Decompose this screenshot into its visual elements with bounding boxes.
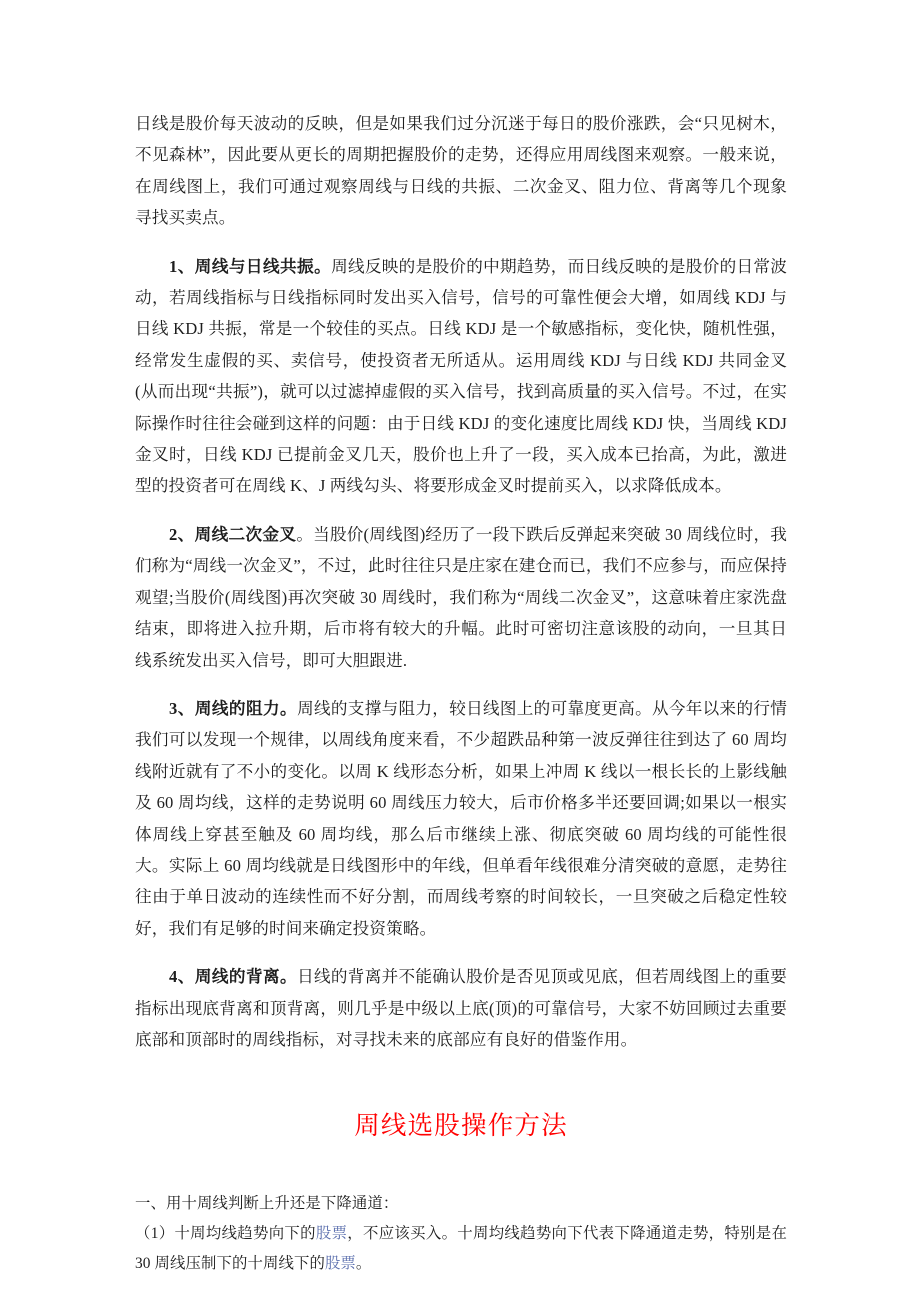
tail-section [135,1189,787,1278]
red-section-title: 周线选股操作方法 [354,1111,568,1141]
tail-line-2 [135,1219,787,1278]
paragraph-section-4 [135,961,787,1055]
paragraph-intro: 日线是股价每天波动的反映，但是如果我们过分沉迷于每日的股价涨跌，会“只见树木，不见森林”，因此要从更长的周期把握股价的走势，还得应用周线图来观察。一般来说，在周线图上，我们可通过观察周线与日线的共振、二次金叉、阻力位、背离等几个现象寻找买卖点。 [135,114,787,228]
paragraph-section-3 [135,693,787,944]
section-2-heading: 2、周线二次金叉 [169,524,297,544]
section-2-text: 。当股价(周线图)经历了一段下跌后反弹起来突破 30 周线位时，我们称为“周线一次金叉”，不过，此时往往只是庄家在建仓而已，我们不应参与，而应保持观望;当股价(周线图)再次突破 30 周线时，我们称为“周线二次金叉”，这意味着庄家洗盘结束，即将进入拉升期，后市将有较大的升幅。此时可密切注意该股的动向，一旦其日线系统发出买入信号，即可大胆跟进. [135,524,788,670]
tail-line-1: 一、用十周线判断上升还是下降通道： [135,1195,399,1213]
section-4-heading: 4、周线的背离。 [169,967,298,987]
section-1-text: 周线反映的是股价的中期趋势，而日线反映的是股价的日常波动，若周线指标与日线指标同时发出买入信号，信号的可靠性便会大增，如周线 KDJ 与日线 KDJ 共振，常是一个较佳的买点。日线 KDJ 是一个敏感指标，变化快，随机性强，经常发生虚假的买、卖信号，使投资者无所适从。运用周线 KDJ 与日线 KDJ 共同金叉(从而出现“共振”)，就可以过滤掉虚假的买入信号，找到高质量的买入信号。不过，在实际操作时往往会碰到这样的问题：由于日线 KDJ 的变化速度比周线 KDJ 快，当周线 KDJ 金叉时，日线 KDJ 已提前金叉几天，股价也上升了一段，买入成本已抬高，为此，激进型的投资者可在周线 K、J 两线勾头、将要形成金叉时提前买入，以求降低成本。 [135,256,787,496]
tail-line-2-part-2: ，不应该买入。十周均线趋势向下代表下降通道走势，特别是在 30 周线压制下的十周线下的 [135,1224,788,1272]
spacer-above-red-title [135,1055,787,1109]
section-3-heading: 3、周线的阻力。 [169,698,298,718]
paragraph-section-1 [135,251,787,502]
paragraph-section-2 [135,519,787,676]
section-3-text: 周线的支撑与阻力，较日线图上的可靠度更高。从今年以来的行情我们可以发现一个规律，以周线角度来看，不少超跌品种第一波反弹往往到达了 60 周均线附近就有了不小的变化。以周 K 线形态分析，如果上冲周 K 线以一根长长的上影线触及 60 周均线，这样的走势说明 60 周线压力较大，后市价格多半还要回调;如果以一根实体周线上穿甚至触及 60 周均线，那么后市继续上涨、彻底突破 60 周均线的可能性很大。实际上 60 周均线就是日线图形中的年线，但单看年线很难分清突破的意愿，走势往往由于单日波动的连续性而不好分割，而周线考察的时间较长，一旦突破之后稳定性较好，我们有足够的时间来确定投资策略。 [135,698,787,938]
stock-link-2[interactable]: 股票 [324,1254,356,1272]
tail-line-2-part-1: （1）十周均线趋势向下的 [135,1224,316,1242]
document-body [135,108,787,1278]
tail-line-2-part-3: 。 [355,1254,372,1272]
section-4-text: 日线的背离并不能确认股价是否见顶或见底，但若周线图上的重要指标出现底背离和顶背离，则几乎是中级以上底(顶)的可靠信号，大家不妨回顾过去重要底部和顶部时的周线指标，对寻找未来的底部应有良好的借鉴作用。 [135,967,787,1049]
spacer-below-red-title [135,1143,787,1189]
stock-link-1[interactable]: 股票 [315,1224,348,1242]
section-1-heading: 1、周线与日线共振。 [169,256,332,276]
